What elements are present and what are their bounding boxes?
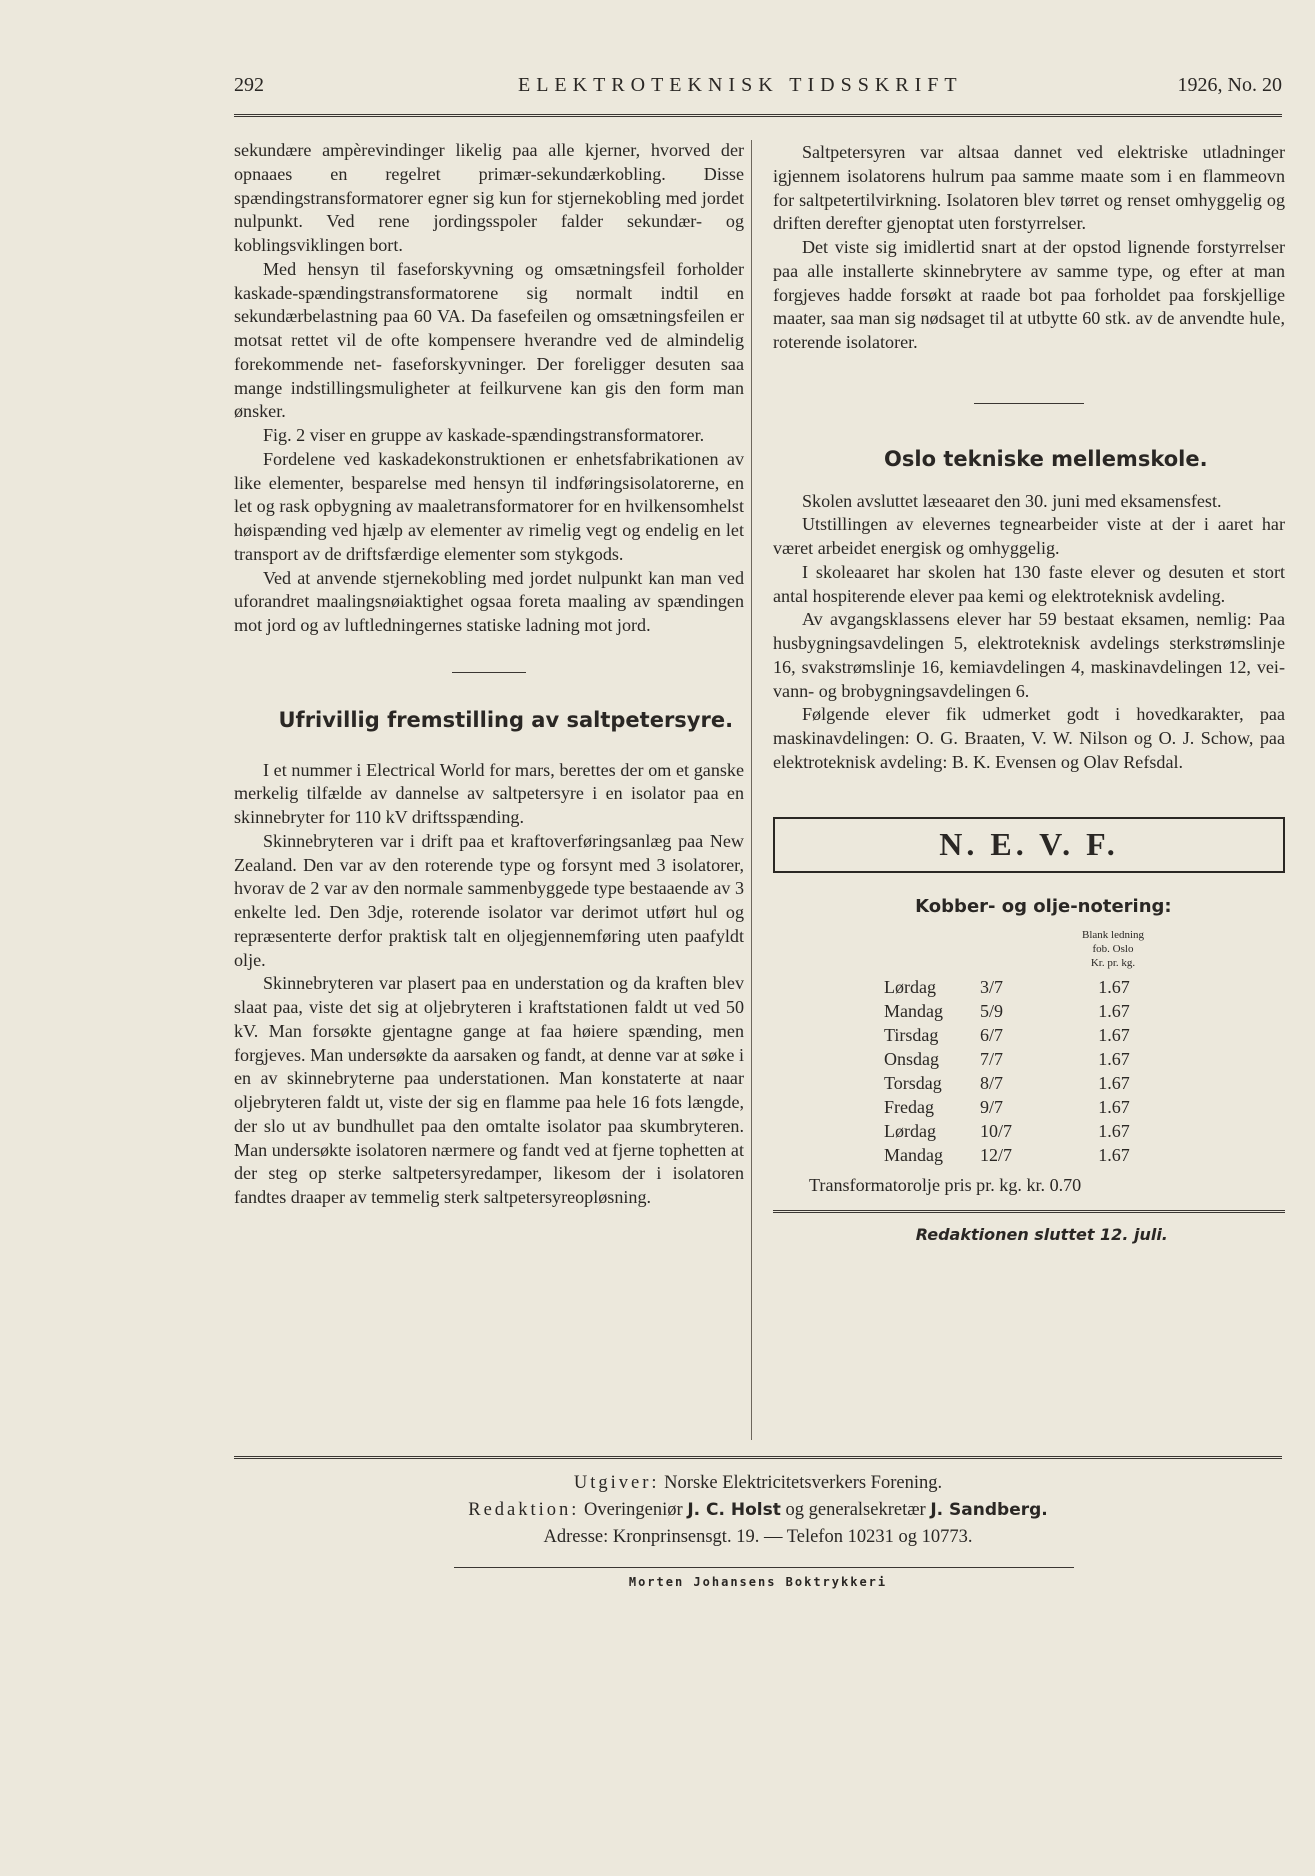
paragraph: I et nummer i Electrical World for mars, berettes der om et ganske merkelig tilfælde av dannelse av saltpetersyre i en isolator paa en skinnebryter for 110 kV driftsspænding. — [234, 759, 744, 827]
school-title: Oslo tekniske mellemskole. — [884, 446, 1208, 471]
paragraph: Med hensyn til faseforskyvning og omsætningsfeil forholder kaskade-spændingstransformatorene sig normalt indtil en sekundærbelastning paa 60 VA. Da fasefeilen og omsætningsfeilen er motsat rettet vil de ofte kompensere hverandre ved de almindelig forekommende net- faseforskyvninger. Der foreligger desuten saa mange indstillingsmuligheter at feilkurvene kan gis den form man ønsker. — [234, 258, 744, 422]
address: Kronprinsensgt. 19. — Telefon 10231 og 10773. — [612, 1527, 973, 1547]
journal-title: ELEKTROTEKNISK TIDSSKRIFT — [518, 74, 963, 96]
table-row — [884, 1144, 1154, 1168]
quote-day: Fredag — [884, 1097, 934, 1118]
section-divider — [452, 672, 526, 673]
quote-day: Lørdag — [884, 1121, 936, 1142]
right-column — [773, 141, 1285, 1247]
address-label: Adresse: — [543, 1527, 609, 1547]
paragraph: Utstillingen av elevernes tegnearbeider viste at der i aaret har været arbeidet energisk og omhyggelig. — [773, 514, 1285, 558]
quote-day: Torsdag — [884, 1073, 942, 1094]
nevf-title: N. E. V. F. — [939, 825, 1119, 862]
table-row — [884, 1048, 1154, 1072]
paragraph: Ved at anvende stjernekobling med jordet nulpunkt kan man ved uforandret maalingsnøiaktighet ogsaa foreta maaling av spændingen mot jord og av luftledningernes statiske ladning mot jord. — [234, 567, 744, 635]
editor-label: Redaktion: — [468, 1500, 580, 1520]
page-header — [234, 74, 1282, 104]
paragraph: Fig. 2 viser en gruppe av kaskade-spændingstransformatorer. — [262, 425, 705, 445]
paragraph: Følgende elever fik udmerket godt i hovedkarakter, paa maskinavdelingen: O. G. Braaten, V. W. Nilson og O. J. Schow, paa elektroteknisk avdeling: B. K. Evensen og Olav Refsdal. — [773, 704, 1285, 772]
issue-number: 1926, No. 20 — [1177, 74, 1282, 96]
quote-day: Onsdag — [884, 1049, 939, 1070]
quote-date: 9/7 — [980, 1097, 1004, 1118]
table-row — [884, 976, 1154, 1000]
table-row — [884, 1072, 1154, 1096]
paragraph: Skinnebryteren var i drift paa et kraftoverføringsanlæg paa New Zealand. Den var av den roterende type og forsynt med 3 isolatorer, hvorav de 2 var av den normale sammenbyggede type bestaaende av 3 enkelte led. Den 3dje, roterende isolator var derimot utført hul og repræsenterte derfor praktisk talt en oljegjennemføring uten paafyldt olje. — [234, 830, 744, 970]
editor-mid: og generalsekretær — [785, 1500, 926, 1520]
publisher: Norske Elektricitetsverkers Forening. — [664, 1473, 943, 1493]
editor-prefix: Overingeniør — [584, 1500, 683, 1520]
column-divider — [751, 140, 752, 1440]
quote-price: 1.67 — [1098, 1025, 1130, 1046]
quote-day: Lørdag — [884, 977, 936, 998]
address-line — [234, 1524, 1282, 1551]
quote-price: 1.67 — [1098, 977, 1130, 998]
closing-note: Redaktionen sluttet 12. juli. — [915, 1225, 1168, 1244]
page-number: 292 — [234, 74, 264, 96]
paragraph: sekundære ampèrevindinger likelig paa alle kjerner, hvorved der opnaaes en regelret primær-sekundærkobling. Disse spændingstransformatorer egner sig kun for stjernekobling med jordet nulpunkt. Ved rene jordingsspoler falder sekundær- og koblingsviklingen bort. — [234, 140, 744, 255]
quote-day: Tirsdag — [884, 1025, 939, 1046]
price-header-line: fob. Oslo — [1092, 943, 1134, 956]
paragraph: Skinnebryteren var plasert paa en understation og da kraften blev slaat paa, viste det sig at oljebryteren i kraftstationen faldt ut ved 50 kV. Man forsøkte gjentagne gange at faa høiere spænding, men forgjeves. Man undersøkte da aarsaken og fandt, at denne var at søke i en av skinnebryterne paa understationen. Man konstaterte at naar oljebryteren faldt ut, viste der sig en flamme paa hele 16 fots længde, der slo ut av bundhullet paa den omtalte isolator paa skumbryteren. Man undersøkte isolatoren nærmere og fandt ved at fjerne tophetten at der steg op sterke saltpetersyredamper, likesom der i isolatoren fandtes draaper av temmelig sterk saltpetersyreopløsning. — [234, 973, 744, 1207]
publisher-label: Utgiver: — [573, 1473, 660, 1493]
paragraph: I skoleaaret har skolen hat 130 faste elever og desuten et stort antal hospiterende elever paa kemi og elektroteknisk avdeling. — [773, 561, 1285, 606]
printer-imprint: Morten Johansens Boktrykkeri — [628, 1575, 888, 1589]
editor-line — [234, 1497, 1282, 1524]
quote-price: 1.67 — [1098, 1073, 1130, 1094]
nevf-title-box — [773, 817, 1285, 873]
table-row — [884, 1096, 1154, 1120]
quote-day: Mandag — [884, 1145, 943, 1166]
footer-rule-bottom — [454, 1567, 1074, 1568]
table-row — [884, 1024, 1154, 1048]
left-column — [234, 139, 744, 1210]
quote-price: 1.67 — [1098, 1001, 1130, 1022]
quote-date: 8/7 — [980, 1073, 1004, 1094]
price-column-header — [773, 926, 1285, 976]
paragraph: Det viste sig imidlertid snart at der opstod lignende forstyrrelser paa alle installerte skinnebrytere av samme type, og efter at man forgjeves hadde forsøkt at raade bot paa forholdet paa forskjellige maater, saa man sig nødsaget til at utbytte 60 stk. av de anvendte hule, roterende isolatorer. — [773, 237, 1285, 352]
paragraph: Saltpetersyren var altsaa dannet ved elektriske utladninger igjennem isolatorens hulrum paa samme maate som i en flammeovn for saltpetertilvirkning. Isolatoren blev tørret og renset omhyggelig og driften derefter gjenoptat uten forstyrrelser. — [773, 142, 1285, 234]
quote-price: 1.67 — [1098, 1097, 1130, 1118]
quote-day: Mandag — [884, 1001, 943, 1022]
price-header-line: Blank ledning — [1081, 929, 1145, 942]
paragraph: Fordelene ved kaskadekonstruktionen er enhetsfabrikationen av like elementer, besparelse med hensyn til indføringsisolatorerne, en let og rask opbygning av maaletransformatorer for en hvilkensomhelst høispænding ved hjælp av elementer av rimelig vegt og endelig en let transport av de driftsfærdige elementer som stykgods. — [234, 448, 744, 564]
quote-price: 1.67 — [1098, 1145, 1130, 1166]
transformer-oil-price: Transformatorolje pris pr. kg. kr. 0.70 — [809, 1175, 1082, 1196]
section-divider — [974, 403, 1084, 404]
quote-date: 10/7 — [980, 1121, 1013, 1142]
header-rule — [234, 114, 1282, 117]
publisher-line — [234, 1470, 1282, 1497]
quote-date: 3/7 — [980, 977, 1004, 998]
price-header-line: Kr. pr. kg. — [1090, 957, 1136, 970]
paragraph: Skolen avsluttet læseaaret den 30. juni med eksamensfest. — [801, 490, 1222, 511]
quote-date: 12/7 — [980, 1145, 1013, 1166]
footer-rule-top — [234, 1456, 1282, 1459]
quotes-rule — [773, 1210, 1285, 1213]
quote-price: 1.67 — [1098, 1121, 1130, 1142]
table-row — [884, 1120, 1154, 1144]
quote-date: 6/7 — [980, 1025, 1004, 1046]
article-title: Ufrivillig fremstilling av saltpetersyre. — [278, 707, 734, 732]
quote-date: 7/7 — [980, 1049, 1004, 1070]
editor-name: J. C. Holst — [687, 1500, 781, 1520]
quotes-title: Kobber- og olje-notering: — [915, 895, 1172, 917]
quote-date: 5/9 — [980, 1001, 1004, 1022]
colophon — [234, 1470, 1282, 1551]
quote-price: 1.67 — [1098, 1049, 1130, 1070]
quotes-table — [884, 976, 1154, 1168]
paragraph: Av avgangsklassens elever har 59 bestaat eksamen, nemlig: Paa husbygningsavdelingen 5, elektroteknisk avdelings sterkstrømslinje 16, svakstrømslinje 16, kemiavdelingen 4, maskinavdelingen 12, vei- vann- og brobygningsavdelingen 6. — [773, 609, 1285, 701]
secretary-name: J. Sandberg. — [930, 1500, 1048, 1520]
table-row — [884, 1000, 1154, 1024]
